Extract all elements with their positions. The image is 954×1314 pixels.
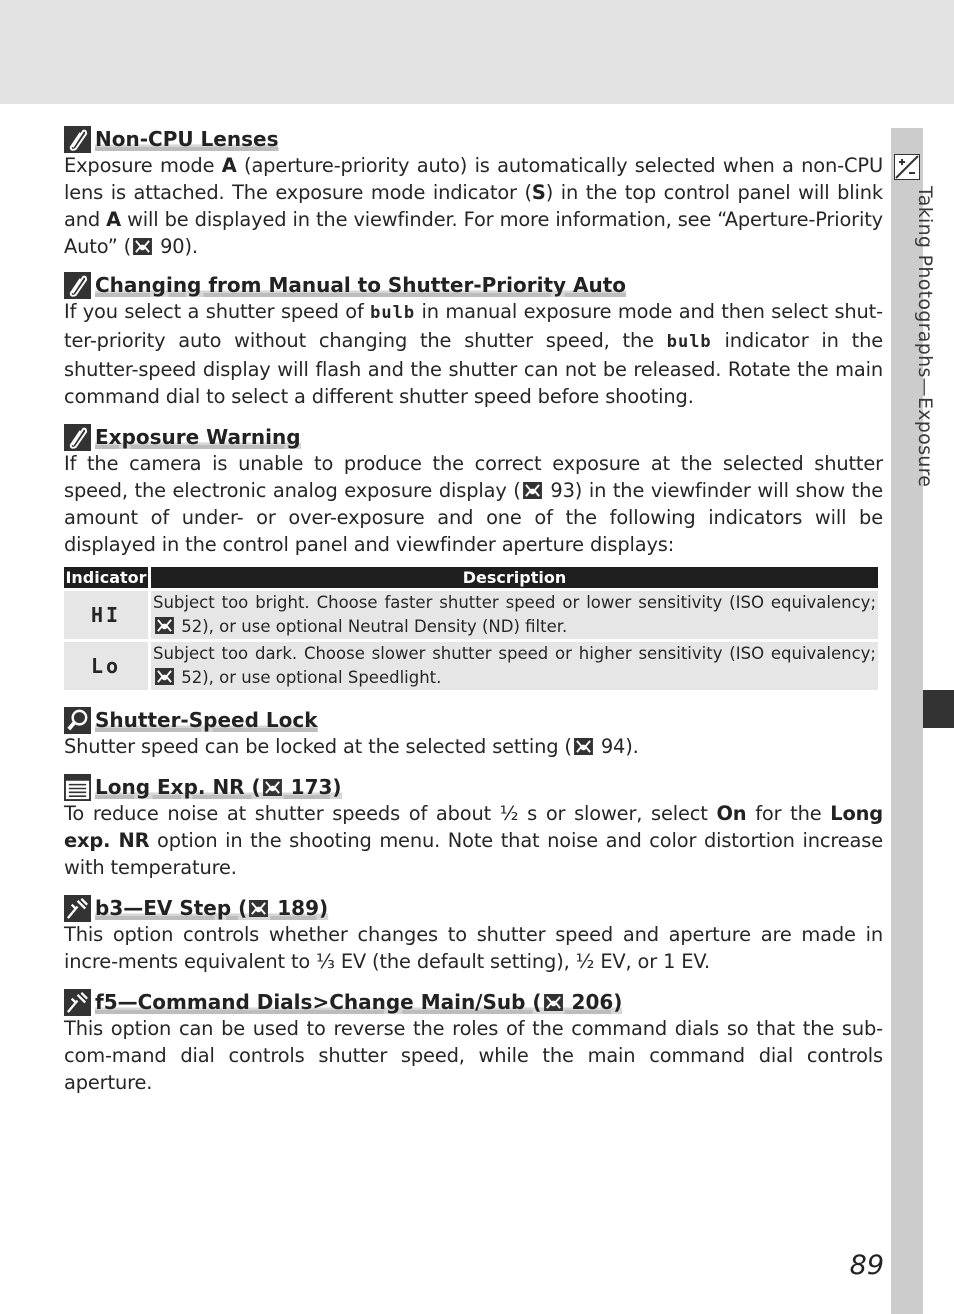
- heading-text: [95, 990, 622, 1014]
- menu-list-icon: [64, 774, 91, 801]
- table-header-row: [64, 567, 878, 588]
- section-exposure-warning: [64, 424, 883, 693]
- text-run: If the camera is unable to produce the correct exposure at the selected shutter speed, the electronic analog exposure display (: [64, 452, 883, 502]
- text-run: To reduce noise at shutter speeds of about ½ s or slower, select: [64, 802, 717, 825]
- text-run: option in the shooting menu. Note that noise and color distortion increase with temperature.: [64, 829, 883, 879]
- text-run: 173): [283, 775, 342, 799]
- section-heading: [64, 895, 883, 921]
- text-run: 94).: [594, 735, 639, 758]
- body-paragraph: [64, 733, 883, 760]
- bold-run: A: [106, 208, 121, 231]
- table-row: [64, 642, 878, 690]
- heading-text: Exposure Warning: [95, 425, 301, 449]
- heading-text: [95, 775, 342, 799]
- page-reference-icon: [155, 668, 174, 685]
- text-run: b3—EV Step (: [95, 896, 248, 920]
- text-run: for the: [746, 802, 831, 825]
- side-tab-label: Taking Photographs—Exposure: [914, 186, 936, 488]
- text-run: Shutter speed can be locked at the selected setting (: [64, 735, 572, 758]
- page-reference-icon: [133, 238, 152, 255]
- text-run: 52), or use optional Neutral Density (ND) filter.: [176, 617, 568, 636]
- heading-text: Shutter-Speed Lock: [95, 708, 318, 732]
- text-run: indicator in the shutter-speed display will flash and the shutter can not be released. Rotate the main command dial to select a different shutter speed before shooting.: [64, 329, 883, 408]
- text-run: f5—Command Dials>Change Main/Sub (: [95, 990, 542, 1014]
- section-manual-to-shutter-priority: [64, 272, 883, 410]
- text-run: Subject too bright. Choose faster shutter speed or lower sensitivity (ISO equivalency;: [153, 593, 876, 612]
- section-long-exp-nr: [64, 774, 883, 881]
- section-heading: [64, 707, 883, 733]
- text-run: 52), or use optional Speedlight.: [176, 668, 442, 687]
- body-paragraph: [64, 298, 883, 410]
- description-cell: [151, 642, 878, 690]
- indicator-cell: HI: [64, 591, 148, 639]
- bold-run: A: [221, 154, 237, 177]
- page-reference-icon: [523, 482, 542, 499]
- page-reference-icon: [155, 617, 174, 634]
- custom-settings-icon: [64, 895, 91, 922]
- page-reference-icon: [574, 738, 593, 755]
- text-run: will be displayed in the viewfinder. For more information, see “Aperture-Priority Auto” (: [64, 208, 884, 258]
- section-heading: [64, 424, 883, 450]
- pencil-note-icon: [64, 424, 91, 451]
- page-content: [64, 126, 883, 1096]
- heading-text: Changing from Manual to Shutter-Priority Auto: [95, 273, 627, 297]
- body-paragraph: [64, 800, 883, 881]
- lcd-bulb-indicator: bulb: [370, 303, 416, 323]
- heading-text: Non-CPU Lenses: [95, 127, 279, 151]
- text-run: (aperture-priority auto) is automatically selected when a non-CPU lens is attached. The exposure mode indicator (: [64, 154, 883, 204]
- exposure-indicator-table: [61, 564, 881, 693]
- text-run: Long Exp. NR (: [95, 775, 261, 799]
- header-indicator: Indicator: [65, 568, 147, 587]
- indicator-cell: Lo: [64, 642, 148, 690]
- table-row: [64, 591, 878, 639]
- pencil-note-icon: [64, 272, 91, 299]
- top-band: [0, 0, 954, 104]
- bold-run: On: [716, 802, 747, 825]
- body-paragraph: This option controls whether changes to shutter speed and aperture are made in incre-ments equivalent to ⅓ EV (the default setting), ½ EV, or 1 EV.: [64, 923, 883, 973]
- exposure-compensation-icon: [894, 154, 920, 180]
- text-run: 93) in the viewfinder will show the amount of under- or over-exposure and one of the following indicators will be displayed in the control panel and viewfinder aperture displays:: [64, 479, 884, 556]
- magnifier-tip-icon: [64, 707, 91, 734]
- custom-settings-icon: [64, 989, 91, 1016]
- description-cell: [151, 591, 878, 639]
- text-run: If you select a shutter speed of: [64, 300, 371, 323]
- text-run: Exposure mode: [64, 154, 222, 177]
- text-run: in manual exposure mode and then select shut-ter-priority auto without changing the shutter speed, the: [64, 300, 883, 352]
- section-heading: [64, 272, 883, 298]
- text-run: ) in the top control panel will blink and: [64, 181, 883, 231]
- section-non-cpu-lenses: [64, 126, 883, 260]
- text-run: 90).: [154, 235, 198, 258]
- text-run: Subject too dark. Choose slower shutter speed or higher sensitivity (ISO equivalency;: [153, 644, 876, 663]
- lcd-bulb-indicator: bulb: [666, 332, 712, 352]
- text-run: 189): [270, 896, 329, 920]
- bold-run: S: [531, 181, 546, 204]
- bold-run: Long exp. NR: [64, 802, 883, 852]
- text-run: 206): [564, 990, 623, 1014]
- body-paragraph: [64, 152, 883, 260]
- body-paragraph: [64, 450, 883, 558]
- section-shutter-speed-lock: [64, 707, 883, 760]
- pencil-note-icon: [64, 126, 91, 153]
- section-f5-command-dials: [64, 989, 883, 1096]
- section-heading: [64, 989, 883, 1015]
- section-b3-ev-step: [64, 895, 883, 975]
- section-heading: [64, 774, 883, 800]
- page-reference-icon: [544, 994, 563, 1011]
- heading-text: [95, 896, 328, 920]
- page-reference-icon: [249, 900, 268, 917]
- page-number: 89: [849, 1250, 884, 1281]
- body-paragraph: This option can be used to reverse the roles of the command dials so that the sub-com-mand dial controls shutter speed, while the main command dial controls aperture.: [64, 1017, 883, 1094]
- section-heading: [64, 126, 883, 152]
- header-description: Description: [151, 567, 878, 588]
- page-reference-icon: [263, 779, 282, 796]
- chapter-marker: [923, 690, 954, 728]
